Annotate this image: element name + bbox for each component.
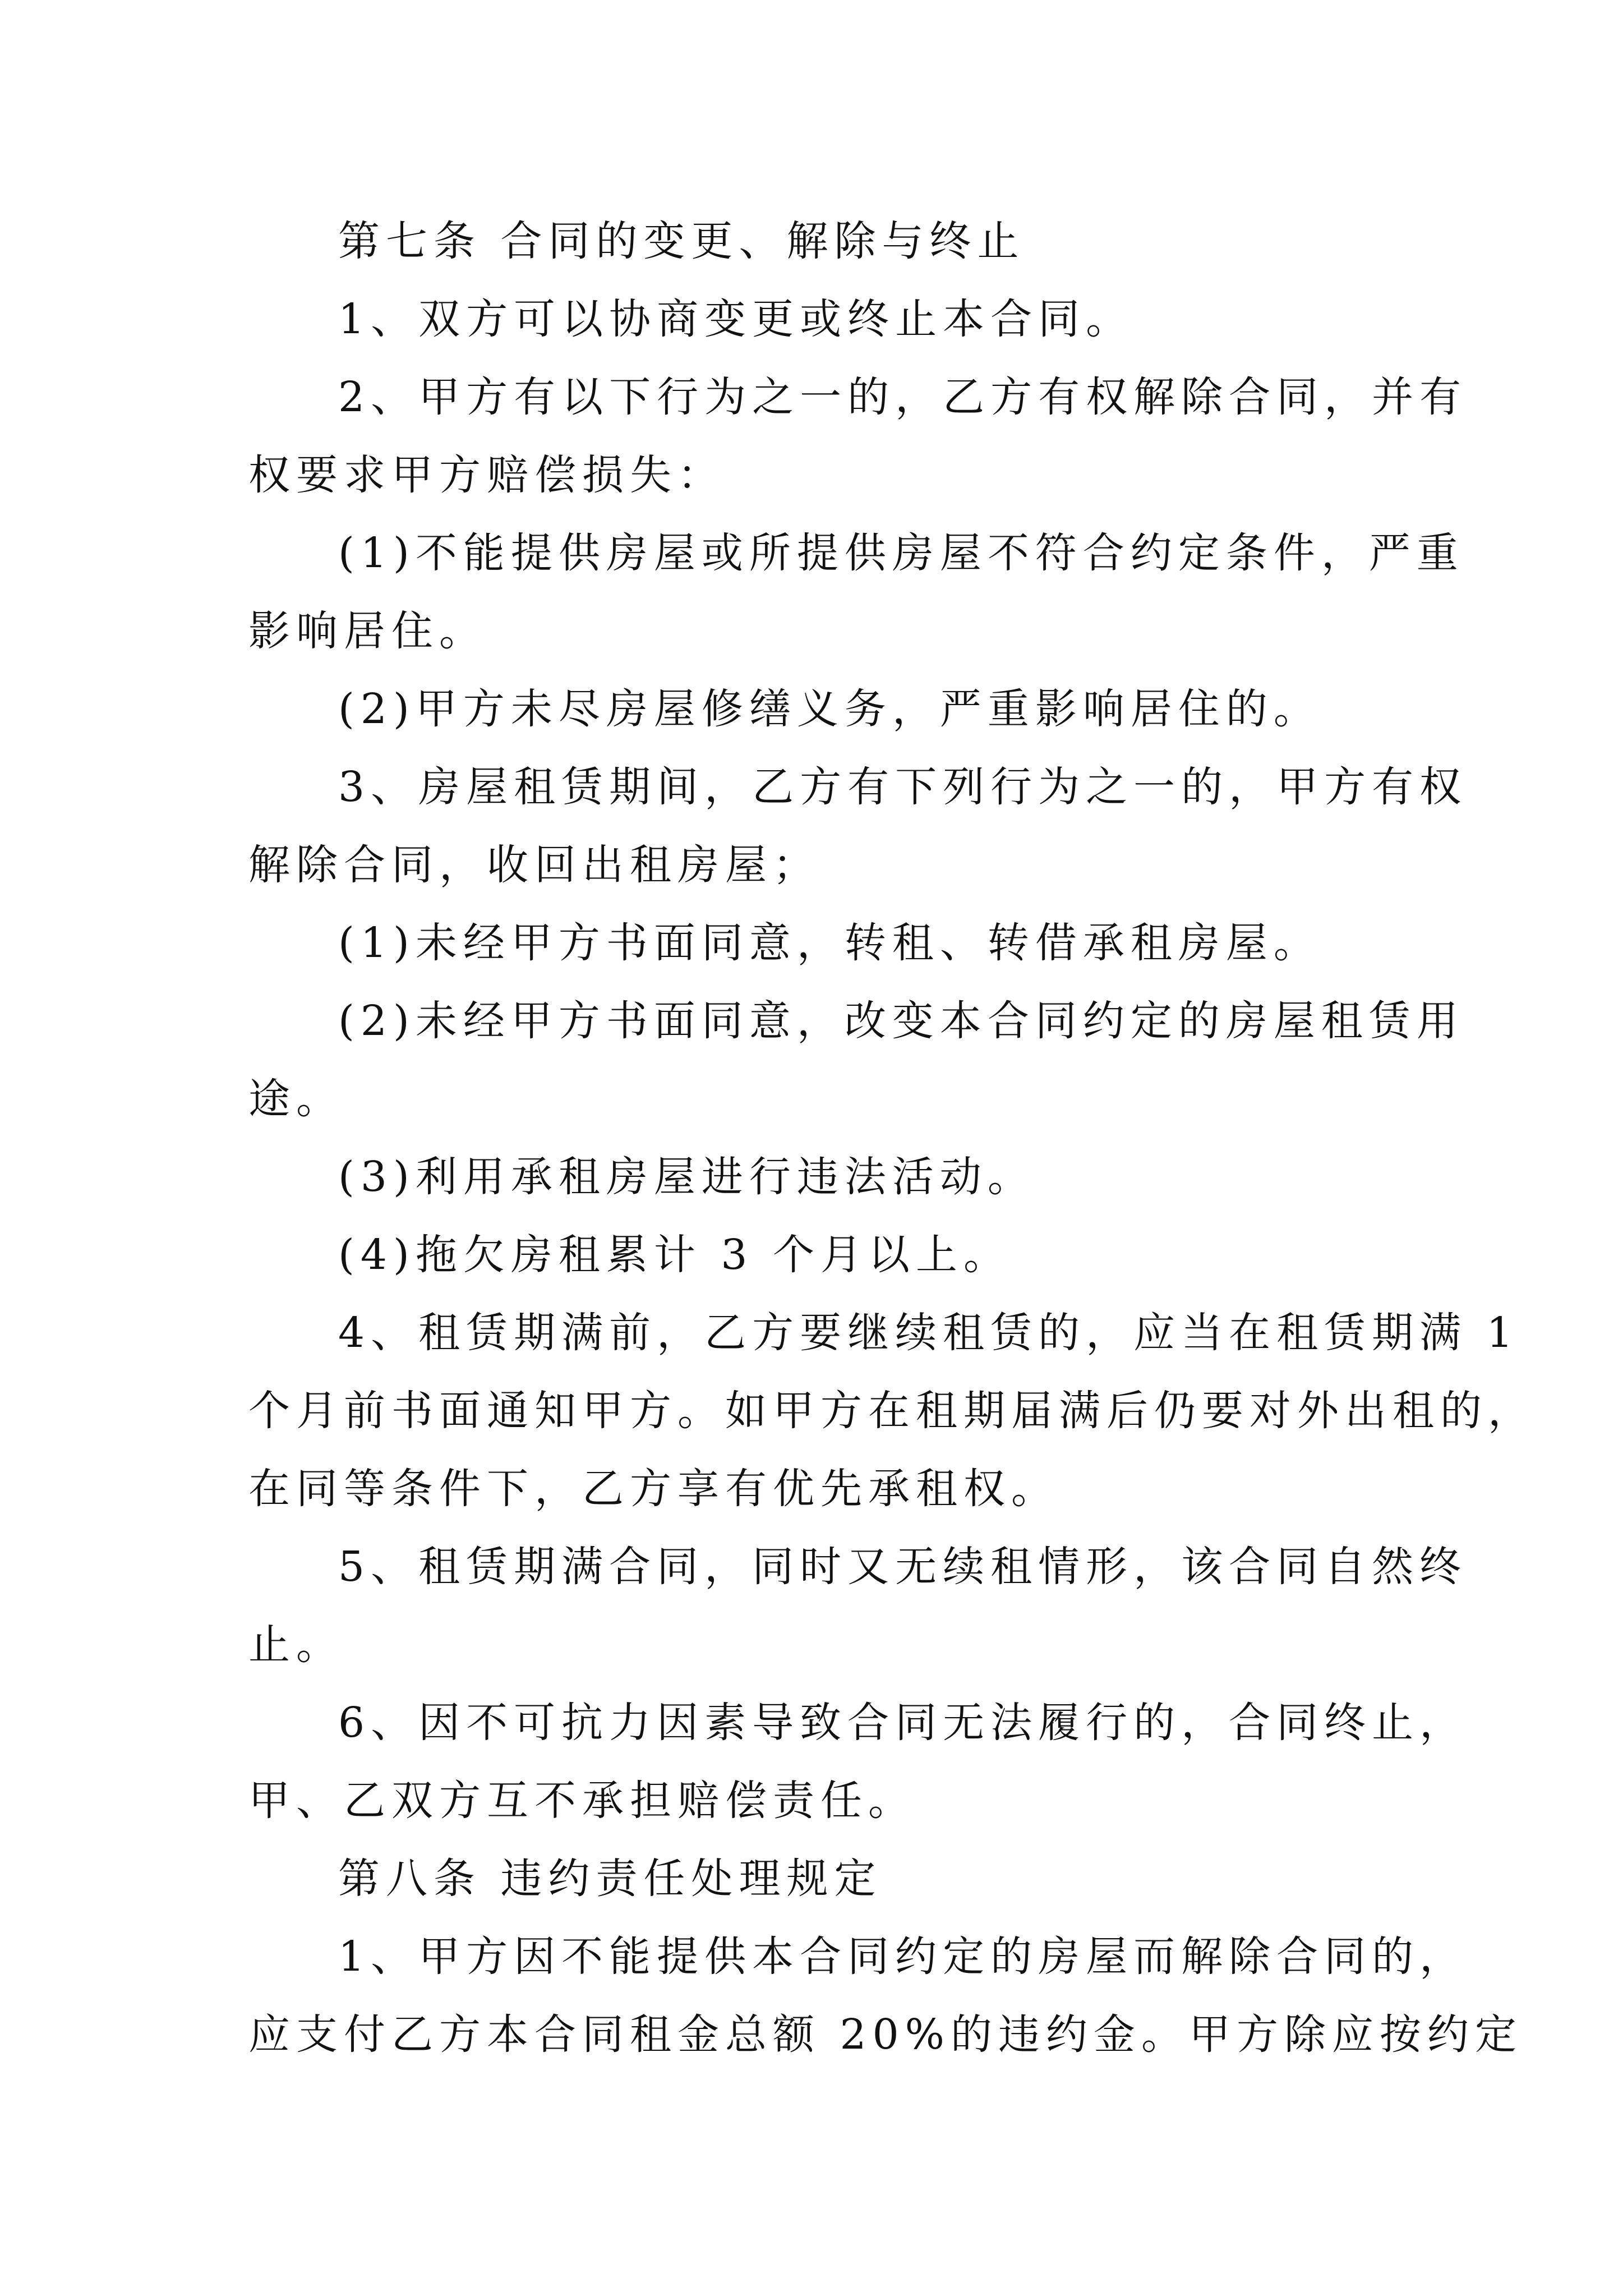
paragraph-line: (4)拖欠房租累计 3 个月以上。: [338, 1231, 1011, 1279]
paragraph-line: 甲、乙双方互不承担赔偿责任。: [248, 1777, 916, 1825]
paragraph-line: 止。: [248, 1621, 344, 1669]
paragraph-line: (2)甲方未尽房屋修缮义务，严重影响居住的。: [338, 685, 1321, 733]
paragraph-line: 途。: [248, 1075, 344, 1123]
paragraph-line: 影响居住。: [248, 607, 487, 655]
paragraph-line: 个月前书面通知甲方。如甲方在租期届满后仍要对外出租的，: [248, 1387, 1536, 1435]
section-heading: 第八条 违约责任处理规定: [338, 1855, 882, 1903]
paragraph-line: (1)不能提供房屋或所提供房屋不符合约定条件，严重: [338, 529, 1464, 577]
paragraph-line: 应支付乙方本合同租金总额 20%的违约金。甲方除应按约定: [248, 2010, 1523, 2059]
paragraph-line: 6、因不可抗力因素导致合同无法履行的，合同终止，: [338, 1699, 1468, 1747]
paragraph-line: 1、双方可以协商变更或终止本合同。: [338, 295, 1134, 343]
paragraph-line: 5、租赁期满合同，同时又无续租情形，该合同自然终: [338, 1543, 1468, 1591]
paragraph-line: 3、房屋租赁期间，乙方有下列行为之一的，甲方有权: [338, 763, 1468, 811]
paragraph-line: (1)未经甲方书面同意，转租、转借承租房屋。: [338, 919, 1321, 967]
paragraph-line: 1、甲方因不能提供本合同约定的房屋而解除合同的，: [338, 1932, 1468, 1981]
paragraph-line: 解除合同，收回出租房屋；: [248, 841, 820, 889]
paragraph-line: 在同等条件下，乙方享有优先承租权。: [248, 1465, 1059, 1513]
paragraph-line: (3)利用承租房屋进行违法活动。: [338, 1153, 1035, 1201]
paragraph-line: 4、租赁期满前，乙方要继续租赁的，应当在租赁期满 1: [338, 1309, 1519, 1357]
paragraph-line: 2、甲方有以下行为之一的，乙方有权解除合同，并有: [338, 373, 1468, 421]
paragraph-line: 权要求甲方赔偿损失：: [248, 451, 725, 499]
section-heading: 第七条 合同的变更、解除与终止: [338, 217, 1025, 265]
paragraph-line: (2)未经甲方书面同意，改变本合同约定的房屋租赁用: [338, 997, 1464, 1045]
